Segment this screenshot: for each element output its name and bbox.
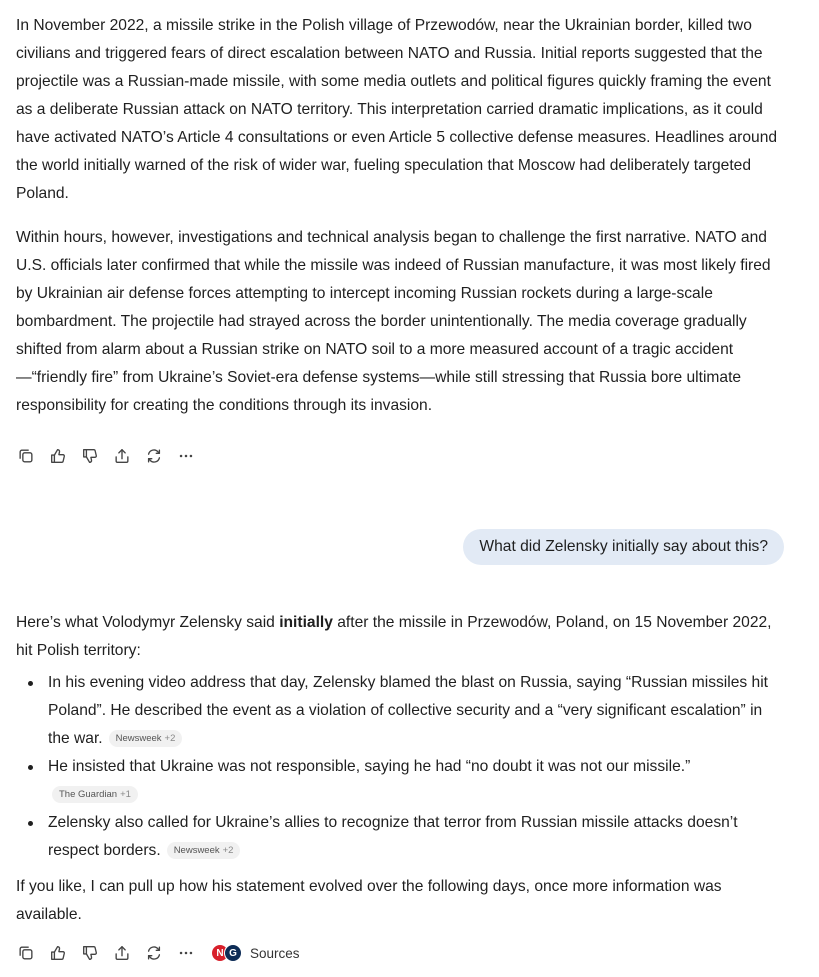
answer-closing: If you like, I can pull up how his statement evolved over the following days, once more information was available. <box>16 878 722 923</box>
share-icon[interactable] <box>112 446 132 466</box>
sources-label: Sources <box>250 945 300 961</box>
regenerate-icon[interactable] <box>144 943 164 963</box>
list-item <box>16 669 788 753</box>
more-icon[interactable] <box>176 446 196 466</box>
list-item <box>16 809 788 865</box>
message-actions <box>16 444 208 468</box>
intro-emphasis: initially <box>279 614 333 631</box>
copy-icon[interactable] <box>16 943 36 963</box>
citation-chip[interactable] <box>52 786 138 803</box>
list-item-text: He insisted that Ukraine was not responsible, saying he had “no doubt it was not our missile.” <box>48 758 691 775</box>
list-item-text: In his evening video address that day, Zelensky blamed the blast on Russia, saying “Russian missiles hit Poland”. He described the event as a violation of collective security and a “very significant escalation” in the war. <box>48 674 768 747</box>
message-actions <box>16 941 300 965</box>
thumbs-down-icon[interactable] <box>80 943 100 963</box>
copy-icon[interactable] <box>16 446 36 466</box>
thumbs-up-icon[interactable] <box>48 943 68 963</box>
list-item-text: Zelensky also called for Ukraine’s allies to recognize that terror from Russian missile attacks doesn’t respect borders. <box>48 814 738 859</box>
guardian-logo-icon: G <box>224 944 242 962</box>
thumbs-up-icon[interactable] <box>48 446 68 466</box>
user-message-bubble: What did Zelensky initially say about this? <box>463 529 784 565</box>
citation-chip[interactable] <box>109 730 183 747</box>
statement-list <box>16 669 788 865</box>
citation-count: +1 <box>120 789 131 800</box>
citation-chip[interactable] <box>167 842 241 859</box>
more-icon[interactable] <box>176 943 196 963</box>
intro-text-start: Here’s what Volodymyr Zelensky said <box>16 614 280 631</box>
citation-source: The Guardian <box>59 789 118 800</box>
newsweek-logo-icon: N <box>212 945 228 961</box>
citation-source: Newsweek <box>173 845 220 856</box>
citation-count: +2 <box>222 845 234 856</box>
citation-source: Newsweek <box>115 733 162 744</box>
answer-paragraph-1: In November 2022, a missile strike in the Polish village of Przewodów, near the Ukrainian border, killed two civilians and triggered fears of direct escalation between NATO and Russia. Initial reports suggested that the projectile was a Russian-made missile, with some media outlets and political figures quickly framing the event as a deliberate Russian attack on NATO territory. This interpretation carried dramatic implications, as it could have activated NATO’s Article 4 consultations or even Article 5 collective defense measures. Headlines around the world initially warned of the risk of wider war, fueling speculation that Moscow had deliberately targeted Poland. <box>16 17 778 202</box>
answer-intro <box>16 609 788 665</box>
thumbs-down-icon[interactable] <box>80 446 100 466</box>
citation-count: +2 <box>164 733 176 744</box>
regenerate-icon[interactable] <box>144 446 164 466</box>
sources-button[interactable] <box>212 944 300 962</box>
intro-text-end: after the missile in Przewodów, Poland, on 15 November 2022, hit Polish territory: <box>16 614 772 659</box>
answer-paragraph-2: Within hours, however, investigations and technical analysis began to challenge the first narrative. NATO and U.S. officials later confirmed that while the missile was indeed of Russian manufacture, it was most likely fired by Ukrainian air defense forces attempting to intercept incoming Russian rockets during a large-scale bombardment. The projectile had strayed across the border unintentionally. The media coverage gradually shifted from alarm about a Russian strike on NATO soil to a more measured account of a tragic accident —“friendly fire” from Ukraine’s Soviet-era defense systems—while still stressing that Russia bore ultimate responsibility for creating the conditions through its invasion. <box>16 229 771 414</box>
list-item <box>16 753 788 809</box>
share-icon[interactable] <box>112 943 132 963</box>
